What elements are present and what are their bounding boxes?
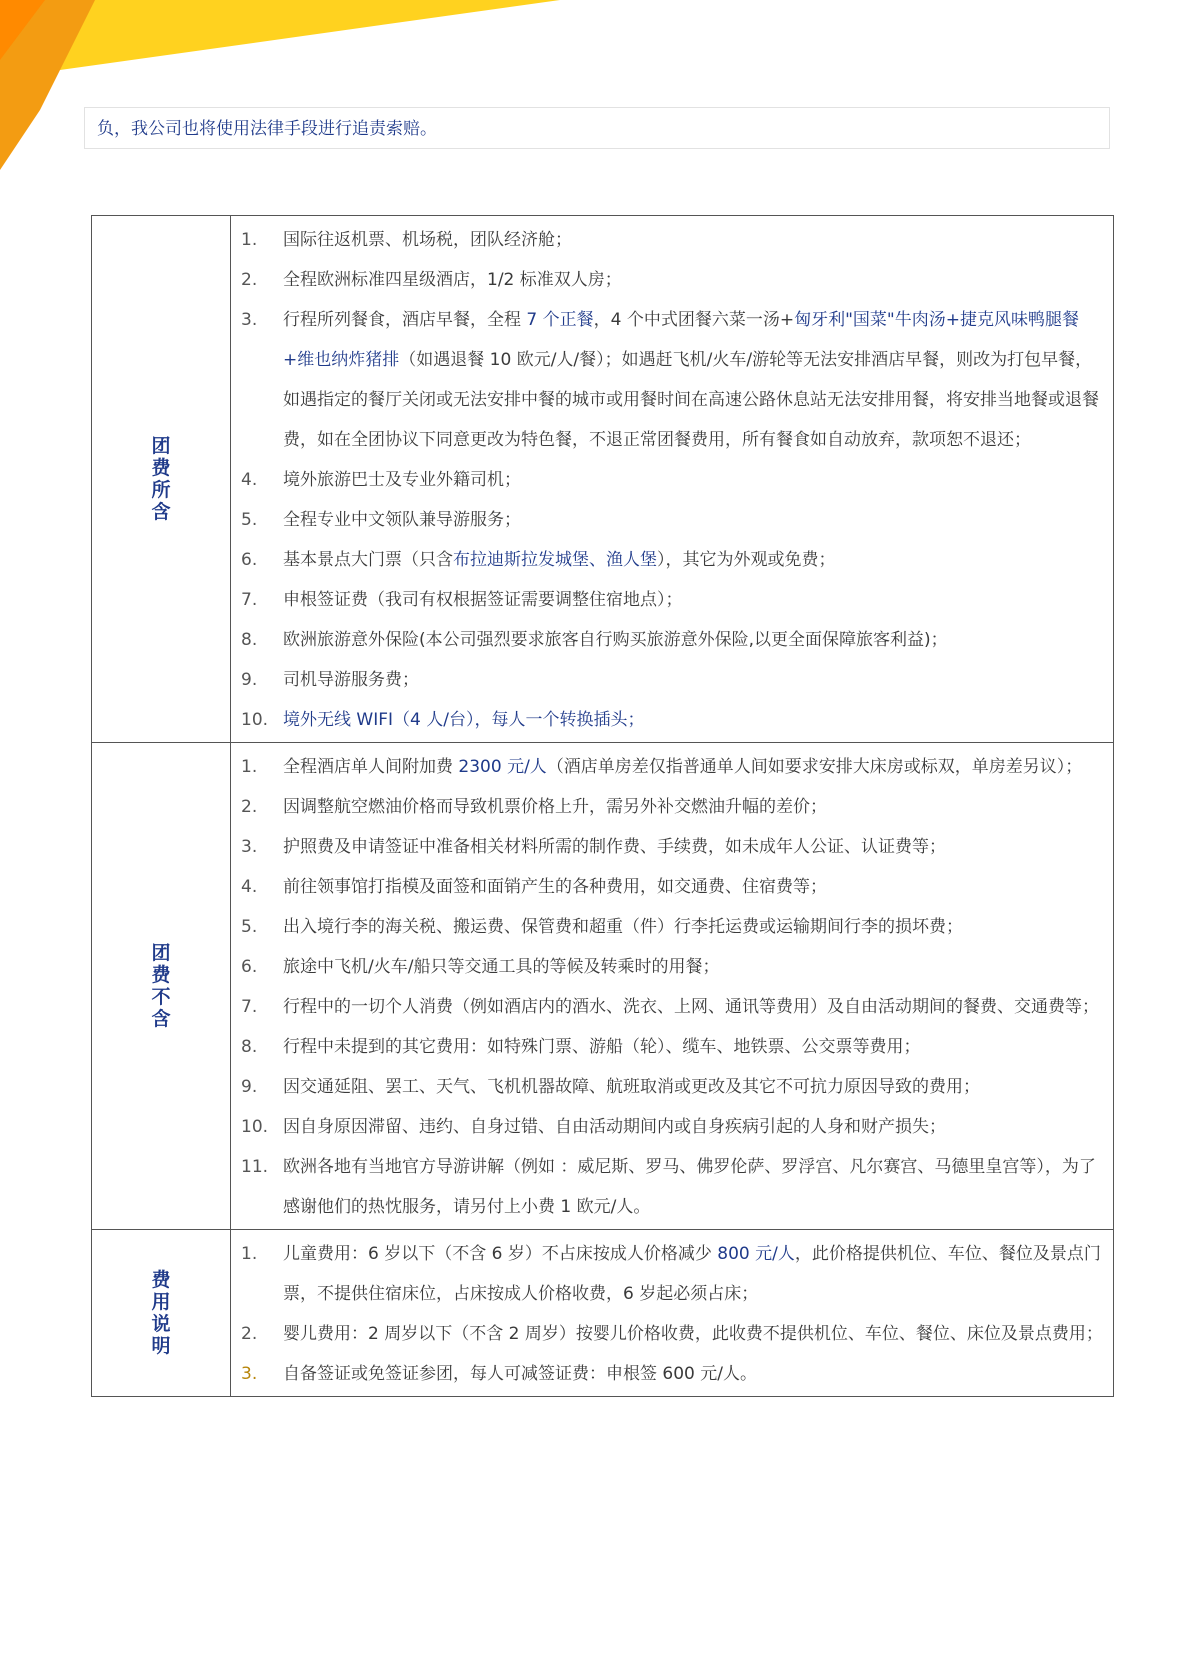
text-run: 行程中未提到的其它费用：如特殊门票、游船（轮）、缆车、地铁票、公交票等费用； [283,1037,921,1057]
text-run: 行程中的一切个人消费（例如酒店内的酒水、洗衣、上网、通讯等费用）及自由活动期间的餐费、交通费等； [283,997,1099,1017]
text-run: 前往领事馆打指模及面签和面销产生的各种费用，如交通费、住宿费等； [283,877,827,897]
text-run: 婴儿费用：2 周岁以下（不含 2 周岁）按婴儿价格收费，此收费不提供机位、车位、餐位、床位及景点费用； [283,1324,1103,1344]
item-text [283,300,1103,460]
items-cell [231,743,1114,1230]
item-number: 10. [241,1117,269,1137]
list-item [241,660,1103,700]
text-run: 欧洲旅游意外保险(本公司强烈要求旅客自行购买旅游意外保险,以更全面保障旅客利益)； [283,630,948,650]
category-label: 费用说明 [151,1269,171,1357]
item-text [283,787,1103,827]
item-text [283,907,1103,947]
list-item [241,260,1103,300]
text-run: ），其它为外观或免费； [657,550,836,570]
item-number: 2. [241,1324,258,1344]
list-item [241,620,1103,660]
list-item [241,907,1103,947]
list-item [241,460,1103,500]
item-number: 2. [241,270,258,290]
item-number: 9. [241,1077,258,1097]
item-number: 7. [241,590,258,610]
item-text [283,1354,1103,1394]
notice-text: 负，我公司也将使用法律手段进行追责索赔。 [97,119,437,139]
item-number: 3. [241,310,258,330]
section-included [92,216,1114,743]
text-run: 国际往返机票、机场税，团队经济舱； [283,230,572,250]
item-number: 3. [241,1364,258,1384]
list-item [241,500,1103,540]
text-run: 申根签证费（我司有权根据签证需要调整住宿地点）； [283,590,683,610]
list-item [241,1067,1103,1107]
list-item [241,1027,1103,1067]
item-text [283,1234,1103,1314]
list-item [241,987,1103,1027]
text-run: （如遇退餐 10 欧元/人/餐）；如遇赶飞机/火车/游轮等无法安排酒店早餐，则改为打包早餐，如遇指定的餐厅关闭或无法安排中餐的城市或用餐时间在高速公路休息站无法安排用餐，将安排当地餐或退餐费，如在全团协议下同意更改为特色餐，不退正常团餐费用，所有餐食如自动放弃，款项恕不退还； [283,350,1099,450]
list-item [241,827,1103,867]
text-run: 出入境行李的海关税、搬运费、保管费和超重（件）行李托运费或运输期间行李的损坏费； [283,917,963,937]
item-text [283,827,1103,867]
list-item [241,700,1103,740]
item-text [283,460,1103,500]
item-number: 1. [241,230,258,250]
item-number: 7. [241,997,258,1017]
text-run: 自备签证或免签证参团，每人可减签证费：申根签 600 元/人。 [283,1364,757,1384]
item-text [283,1314,1103,1354]
list-item [241,1314,1103,1354]
item-list [241,1234,1103,1394]
text-run: （酒店单房差仅指普通单人间如要求安排大床房或标双，单房差另议）； [546,757,1083,777]
items-cell [231,216,1114,743]
item-number: 3. [241,837,258,857]
text-run: ，4 个中式团餐六菜一汤+ [593,310,795,330]
section-excluded [92,743,1114,1230]
text-run: 全程酒店单人间附加费 [283,757,459,777]
item-number: 9. [241,670,258,690]
item-text [283,987,1103,1027]
highlight-text: 2300 元/人 [458,757,547,777]
list-item [241,580,1103,620]
items-cell [231,1230,1114,1397]
text-run: ，此价格提供机位、车位、餐位及景点门票，不提供住宿床位，占床按成人价格收费，6 岁起必须占床； [283,1244,1101,1304]
fee-table [91,215,1114,1397]
item-text [283,500,1103,540]
category-cell [92,216,231,743]
text-run: 因交通延阻、罢工、天气、飞机机器故障、航班取消或更改及其它不可抗力原因导致的费用； [283,1077,980,1097]
category-label: 团费不含 [151,942,171,1030]
item-number: 2. [241,797,258,817]
item-number: 1. [241,757,258,777]
highlight-text: 7 个正餐 [526,310,594,330]
item-text [283,620,1103,660]
list-item [241,540,1103,580]
text-run: 基本景点大门票（只含 [283,550,453,570]
item-number: 4. [241,470,258,490]
item-number: 6. [241,957,258,977]
list-item [241,1147,1103,1227]
item-text [283,220,1103,260]
text-run: 欧洲各地有当地官方导游讲解（例如 ：威尼斯、罗马、佛罗伦萨、罗浮宫、凡尔赛宫、马德里皇宫等），为了感谢他们的热忱服务，请另付上小费 1 欧元/人。 [283,1157,1096,1217]
item-text [283,580,1103,620]
text-run: 因自身原因滞留、违约、自身过错、自由活动期间内或自身疾病引起的人身和财产损失； [283,1117,946,1137]
category-cell [92,743,231,1230]
item-number: 5. [241,510,258,530]
list-item [241,947,1103,987]
text-run: 旅途中飞机/火车/船只等交通工具的等候及转乘时的用餐； [283,957,720,977]
list-item [241,1354,1103,1394]
highlight-text: 境外无线 WIFI（4 人/台），每人一个转换插头； [283,710,645,730]
highlight-text: 布拉迪斯拉发城堡、渔人堡 [453,550,657,570]
item-text [283,1147,1103,1227]
item-text [283,747,1103,787]
item-text [283,1107,1103,1147]
notice-banner [84,107,1110,149]
item-number: 6. [241,550,258,570]
item-text [283,700,1103,740]
corner-decoration [0,0,600,180]
text-run: 境外旅游巴士及专业外籍司机； [283,470,521,490]
text-run: 全程欧洲标准四星级酒店，1/2 标准双人房； [283,270,622,290]
text-run: 行程所列餐食，酒店早餐，全程 [283,310,527,330]
section-fee-notes [92,1230,1114,1397]
text-run: 因调整航空燃油价格而导致机票价格上升，需另外补交燃油升幅的差价； [283,797,827,817]
category-cell [92,1230,231,1397]
list-item [241,220,1103,260]
item-text [283,1067,1103,1107]
list-item [241,1234,1103,1314]
item-text [283,260,1103,300]
list-item [241,787,1103,827]
list-item [241,300,1103,460]
item-text [283,540,1103,580]
item-number: 4. [241,877,258,897]
item-number: 5. [241,917,258,937]
item-text [283,1027,1103,1067]
list-item [241,867,1103,907]
text-run: 全程专业中文领队兼导游服务； [283,510,521,530]
text-run: 护照费及申请签证中准备相关材料所需的制作费、手续费，如未成年人公证、认证费等； [283,837,946,857]
item-list [241,747,1103,1227]
item-number: 11. [241,1157,269,1177]
list-item [241,1107,1103,1147]
list-item [241,747,1103,787]
text-run: 儿童费用：6 岁以下（不含 6 岁）不占床按成人价格减少 [283,1244,718,1264]
item-text [283,660,1103,700]
category-label: 团费所含 [151,435,171,523]
item-number: 8. [241,630,258,650]
text-run: 司机导游服务费； [283,670,419,690]
highlight-text: 800 元/人 [717,1244,795,1264]
item-number: 1. [241,1244,258,1264]
item-list [241,220,1103,740]
item-number: 8. [241,1037,258,1057]
item-text [283,947,1103,987]
item-text [283,867,1103,907]
item-number: 10. [241,710,269,730]
highlight-text: 匈牙利"国菜"牛肉汤+捷克风味鸭腿餐+维也纳炸猪排 [283,310,1079,370]
